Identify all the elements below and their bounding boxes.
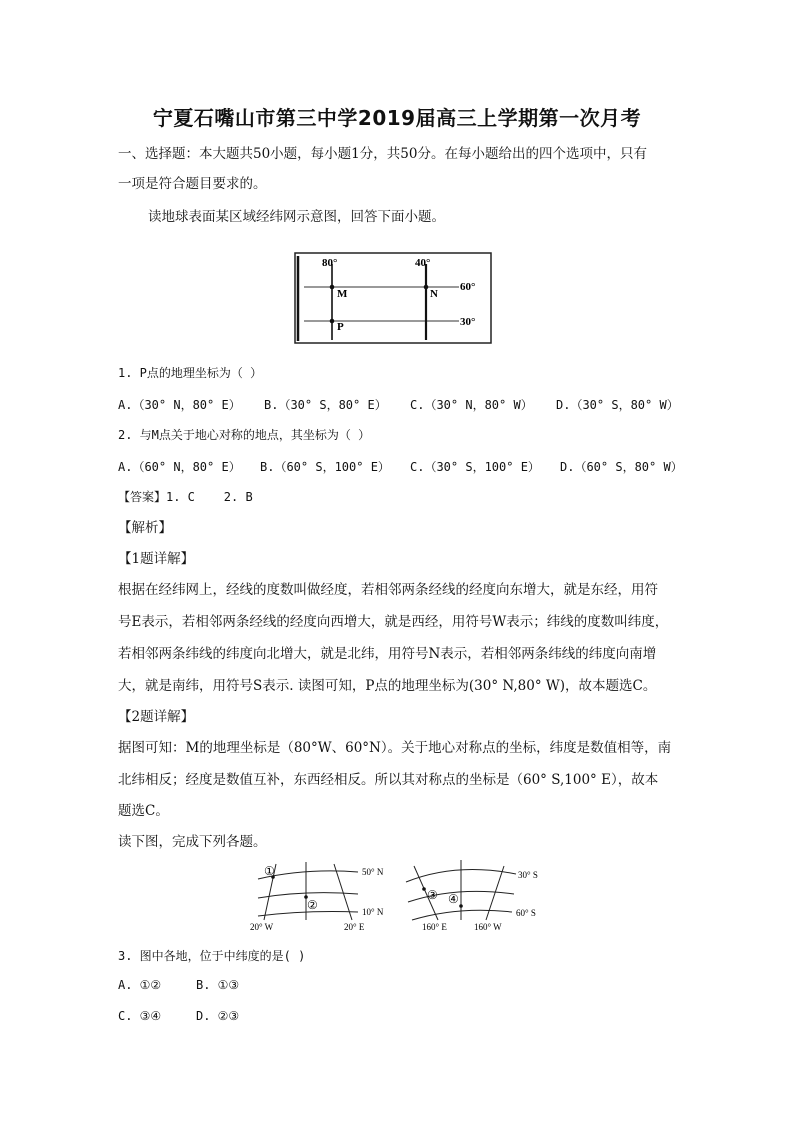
left-label-lon-left: 20° W	[250, 922, 274, 932]
question-1-options	[118, 396, 679, 413]
point-2-label: ②	[307, 898, 318, 912]
detail-2-heading: 【2题详解】	[118, 709, 195, 725]
question-3-options-row-2	[118, 1009, 239, 1023]
detail-2-line-3: 题选C。	[118, 803, 169, 819]
point-4-marker	[459, 904, 463, 908]
point-4-label: ④	[448, 892, 459, 906]
q3-option-b: B. ①③	[196, 978, 240, 992]
question-2-stem: 2. 与M点关于地心对称的地点，其坐标为（ ）	[118, 428, 371, 442]
label-point-p: P	[337, 321, 344, 333]
intro-paragraph-1: 读地球表面某区域经纬网示意图，回答下面小题。	[148, 209, 445, 225]
right-lat-bottom	[412, 910, 512, 920]
q2-option-c: C.（30° S，100° E）	[410, 460, 540, 474]
question-1-stem: 1. P点的地理坐标为（ ）	[118, 366, 263, 380]
label-point-m: M	[337, 288, 348, 300]
label-lon-80: 80°	[322, 257, 338, 269]
point-1-label: ①	[264, 864, 275, 878]
analysis-heading: 【解析】	[118, 520, 172, 536]
label-lat-30: 30°	[460, 316, 476, 328]
detail-2-line-2: 北纬相反；经度是数值互补，东西经相反。所以其对称点的坐标是（60° S,100° E），故本	[118, 772, 659, 788]
left-label-lon-right: 20° E	[344, 922, 365, 932]
label-point-n: N	[430, 288, 438, 300]
q1-option-d: D.（30° S，80° W）	[556, 398, 679, 412]
label-lon-40: 40°	[415, 257, 431, 269]
point-n-marker	[424, 285, 429, 290]
q1-option-c: C.（30° N，80° W）	[410, 398, 533, 412]
detail-1-heading: 【1题详解】	[118, 551, 195, 567]
point-3-marker	[422, 887, 426, 891]
section-instructions-line2: 一项是符合题目要求的。	[118, 176, 267, 192]
point-m-marker	[330, 285, 335, 290]
label-lat-60: 60°	[460, 281, 476, 293]
detail-1-line-3: 若相邻两条纬线的纬度向北增大，就是北纬，用符号N表示，若相邻两条纬线的纬度向南增	[118, 646, 657, 662]
q1-option-a: A.（30° N，80° E）	[118, 398, 241, 412]
answer-line: 【答案】1. C 2. B	[118, 490, 253, 504]
detail-1-line-4: 大，就是南纬，用符号S表示. 读图可知，P点的地理坐标为(30° N,80° W)，故本题选C。	[118, 678, 657, 694]
detail-1-line-2: 号E表示，若相邻两条经线的经度向西增大，就是西经，用符号W表示；纬线的度数叫纬度，	[118, 614, 669, 630]
q2-option-a: A.（60° N，80° E）	[118, 460, 241, 474]
left-lat-bottom	[258, 912, 358, 917]
q2-option-d: D.（60° S，80° W）	[560, 460, 683, 474]
q2-option-b: B.（60° S，100° E）	[260, 460, 390, 474]
intro-paragraph-2: 读下图，完成下列各题。	[118, 834, 267, 850]
q3-option-d: D. ②③	[196, 1009, 240, 1023]
point-3-label: ③	[427, 888, 438, 902]
detail-2-line-1: 据图可知：M的地理坐标是（80°W、60°N）。关于地心对称点的坐标，纬度是数值相等，南	[118, 740, 672, 756]
right-graticule-sketch	[406, 860, 538, 932]
right-label-lat-bottom: 60° S	[516, 908, 536, 918]
graticule-figure-2	[246, 858, 556, 934]
q3-option-c: C. ③④	[118, 1009, 162, 1023]
detail-1-line-1: 根据在经纬网上，经线的度数叫做经度，若相邻两条经线的经度向东增大，就是东经，用符	[118, 582, 658, 598]
right-label-lon-left: 160° E	[422, 922, 447, 932]
left-graticule-sketch	[250, 862, 384, 932]
left-label-lat-top: 50° N	[362, 867, 384, 877]
right-label-lon-right: 160° W	[474, 922, 502, 932]
point-p-marker	[330, 319, 335, 324]
question-2-options	[118, 458, 683, 475]
q3-option-a: A. ①②	[118, 978, 162, 992]
section-instructions-line1: 一、选择题：本大题共50小题，每小题1分，共50分。在每小题给出的四个选项中，只有	[118, 146, 647, 162]
question-3-stem: 3. 图中各地，位于中纬度的是( )	[118, 949, 306, 963]
graticule-figure-1	[294, 252, 492, 344]
left-label-lat-bottom: 10° N	[362, 907, 384, 917]
question-3-options-row-1	[118, 978, 239, 992]
right-label-lat-top: 30° S	[518, 870, 538, 880]
page-title: 宁夏石嘴山市第三中学2019届高三上学期第一次月考	[152, 106, 642, 130]
q1-option-b: B.（30° S，80° E）	[264, 398, 387, 412]
